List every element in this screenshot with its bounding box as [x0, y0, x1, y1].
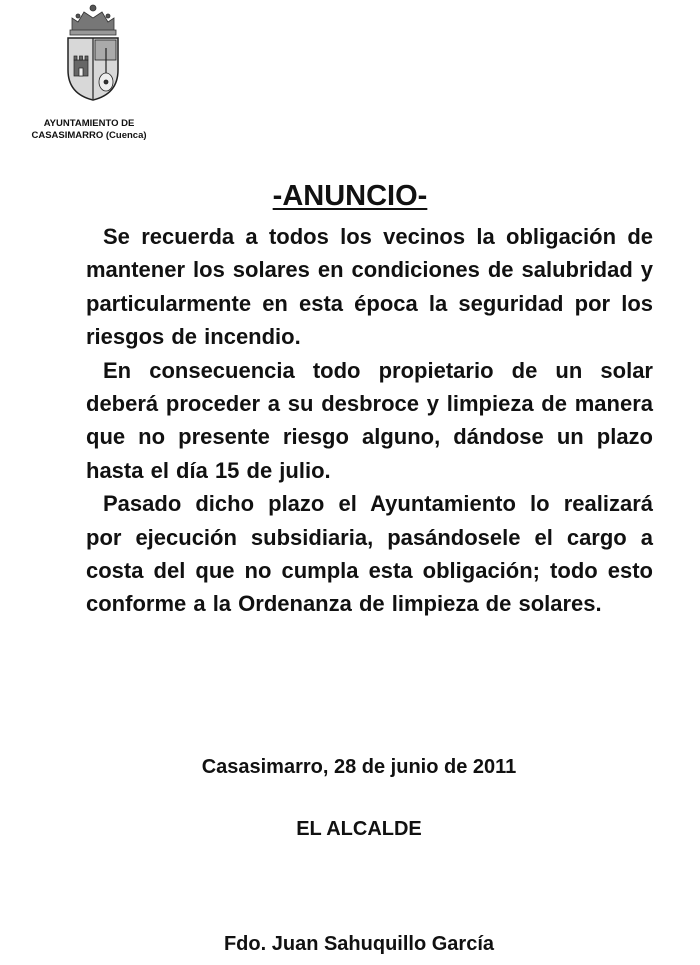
org-line-2: CASASIMARRO (Cuenca) — [31, 130, 147, 141]
coat-of-arms-icon — [64, 4, 122, 102]
organization-name — [14, 118, 164, 142]
municipal-crest — [64, 4, 122, 102]
notice-title-text: -ANUNCIO- — [272, 180, 428, 212]
notice-paragraph-1: Se recuerda a todos los vecinos la obligación de mantener los solares en condiciones de salubridad y particularmente en esta época la seguridad por los riesgos de incendio. — [86, 224, 653, 350]
date-line: Casasimarro, 28 de junio de 2011 — [201, 756, 517, 778]
notice-paragraph-2: En consecuencia todo propietario de un solar deberá proceder a su desbroce y limpieza de manera que no presente riesgo alguno, dándose un plazo hasta el día 15 de julio. — [86, 357, 653, 483]
signer-role: EL ALCALDE — [296, 818, 422, 840]
org-line-1: AYUNTAMIENTO DE — [43, 118, 135, 129]
notice-paragraph-3: Pasado dicho plazo el Ayuntamiento lo realizará por ejecución subsidiaria, pasándosele el cargo a costa del que no cumpla esta obligación; todo esto conforme a la Ordenanza de limpieza de solares. — [86, 491, 653, 617]
notice-title — [0, 180, 700, 213]
notice-body — [86, 220, 653, 621]
signer-name: Fdo. Juan Sahuquillo García — [223, 933, 495, 955]
